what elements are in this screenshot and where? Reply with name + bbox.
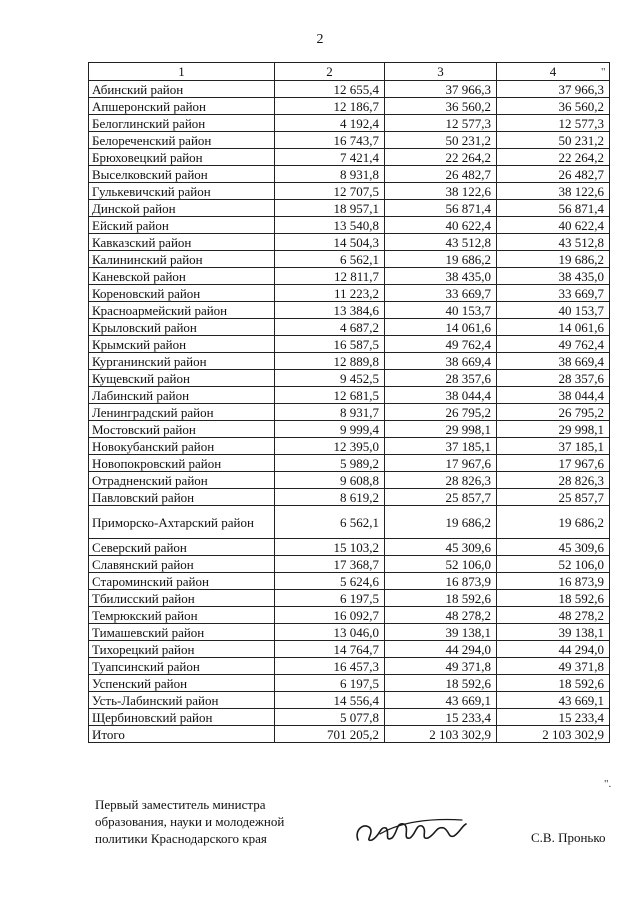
value-cell-col3: 49 762,4 [385,336,497,353]
table-row [89,285,610,302]
header-cell-1: 1 [89,63,275,81]
value-cell-col2: 4 687,2 [275,319,385,336]
value-cell-col4: 44 294,0 [497,641,610,658]
table-row [89,81,610,98]
region-name-cell: Красноармейский район [89,302,275,319]
value-cell-col4: 49 762,4 [497,336,610,353]
table-row [89,166,610,183]
table-row [89,573,610,590]
table-row [89,319,610,336]
value-cell-col4: 40 622,4 [497,217,610,234]
region-name-cell: Отрадненский район [89,472,275,489]
value-cell-col3: 44 294,0 [385,641,497,658]
value-cell-col3: 56 871,4 [385,200,497,217]
table-body [89,63,610,743]
region-name-cell: Выселковский район [89,166,275,183]
table-row [89,251,610,268]
value-cell-col2: 9 608,8 [275,472,385,489]
table-row [89,234,610,251]
value-cell-col2: 7 421,4 [275,149,385,166]
region-name-cell: Мостовский район [89,421,275,438]
value-cell-col2: 13 046,0 [275,624,385,641]
value-cell-col2: 6 562,1 [275,506,385,539]
value-cell-col2: 12 186,7 [275,98,385,115]
table-row [89,489,610,506]
value-cell-col4: 52 106,0 [497,556,610,573]
value-cell-col2: 5 624,6 [275,573,385,590]
value-cell-col4: 14 061,6 [497,319,610,336]
region-name-cell: Абинский район [89,81,275,98]
value-cell-col4: 26 795,2 [497,404,610,421]
table-row [89,132,610,149]
region-name-cell: Ейский район [89,217,275,234]
value-cell-col2: 18 957,1 [275,200,385,217]
value-cell-col3: 16 873,9 [385,573,497,590]
table-row [89,370,610,387]
table-row [89,556,610,573]
signer-position-line: политики Краснодарского края [95,831,267,846]
region-name-cell: Кущевский район [89,370,275,387]
value-cell-col3: 40 622,4 [385,217,497,234]
value-cell-col4: 28 826,3 [497,472,610,489]
value-cell-col2: 8 931,7 [275,404,385,421]
value-cell-col2: 15 103,2 [275,539,385,556]
value-cell-col4: 37 185,1 [497,438,610,455]
region-name-cell: Апшеронский район [89,98,275,115]
region-name-cell: Староминский район [89,573,275,590]
table-row [89,98,610,115]
value-cell-col4: 12 577,3 [497,115,610,132]
value-cell-col3: 18 592,6 [385,590,497,607]
value-cell-col2: 12 395,0 [275,438,385,455]
value-cell-col2: 12 681,5 [275,387,385,404]
value-cell-col4: 16 873,9 [497,573,610,590]
region-name-cell: Брюховецкий район [89,149,275,166]
table-row [89,217,610,234]
value-cell-col4: 29 998,1 [497,421,610,438]
table-row [89,506,610,539]
value-cell-col3: 48 278,2 [385,607,497,624]
table-row [89,692,610,709]
value-cell-col3: 28 826,3 [385,472,497,489]
value-cell-col3: 36 560,2 [385,98,497,115]
value-cell-col2: 8 931,8 [275,166,385,183]
value-cell-col4: 43 669,1 [497,692,610,709]
region-name-cell: Славянский район [89,556,275,573]
region-name-cell: Каневской район [89,268,275,285]
value-cell-col4: 38 044,4 [497,387,610,404]
table-row [89,336,610,353]
value-cell-col3: 40 153,7 [385,302,497,319]
value-cell-col4: 38 435,0 [497,268,610,285]
region-name-cell: Новопокровский район [89,455,275,472]
header-cell-2: 2 [275,63,385,81]
page-number: 2 [316,32,324,47]
table-row [89,607,610,624]
value-cell-col3: 37 185,1 [385,438,497,455]
value-cell-col3: 19 686,2 [385,506,497,539]
value-cell-col2: 13 384,6 [275,302,385,319]
region-name-cell: Успенский район [89,675,275,692]
region-name-cell: Гулькевичский район [89,183,275,200]
value-cell-col4: 45 309,6 [497,539,610,556]
region-name-cell: Новокубанский район [89,438,275,455]
value-cell-col3: 52 106,0 [385,556,497,573]
region-name-cell: Тбилисский район [89,590,275,607]
table-row [89,590,610,607]
table-row [89,539,610,556]
value-cell-col2: 8 619,2 [275,489,385,506]
value-cell-col4: 18 592,6 [497,590,610,607]
value-cell-col4: 19 686,2 [497,506,610,539]
value-cell-col4: 38 669,4 [497,353,610,370]
region-name-cell: Лабинский район [89,387,275,404]
value-cell-col4: 25 857,7 [497,489,610,506]
value-cell-col2: 16 587,5 [275,336,385,353]
region-name-cell: Итого [89,726,275,743]
value-cell-col3: 2 103 302,9 [385,726,497,743]
value-cell-col3: 12 577,3 [385,115,497,132]
table-row [89,455,610,472]
table-row [89,675,610,692]
value-cell-col3: 17 967,6 [385,455,497,472]
region-name-cell: Динской район [89,200,275,217]
value-cell-col3: 38 044,4 [385,387,497,404]
value-cell-col2: 16 743,7 [275,132,385,149]
region-name-cell: Щербиновский район [89,709,275,726]
table-header-row [89,63,610,81]
value-cell-col4: 49 371,8 [497,658,610,675]
value-cell-col3: 15 233,4 [385,709,497,726]
value-cell-col4: 37 966,3 [497,81,610,98]
value-cell-col3: 26 482,7 [385,166,497,183]
signer-name: С.В. Пронько [531,830,606,845]
value-cell-col3: 26 795,2 [385,404,497,421]
signer-position-line: образования, науки и молодежной [95,814,285,829]
table-row [89,438,610,455]
value-cell-col3: 18 592,6 [385,675,497,692]
value-cell-col4: 17 967,6 [497,455,610,472]
value-cell-col3: 22 264,2 [385,149,497,166]
table-row [89,709,610,726]
region-name-cell: Тимашевский район [89,624,275,641]
value-cell-col3: 38 669,4 [385,353,497,370]
value-cell-col2: 12 655,4 [275,81,385,98]
value-cell-col2: 6 197,5 [275,675,385,692]
value-cell-col2: 9 452,5 [275,370,385,387]
value-cell-col3: 37 966,3 [385,81,497,98]
value-cell-col4: 33 669,7 [497,285,610,302]
value-cell-col4: 26 482,7 [497,166,610,183]
region-name-cell: Усть-Лабинский район [89,692,275,709]
table-row [89,302,610,319]
region-name-cell: Калининский район [89,251,275,268]
value-cell-col3: 49 371,8 [385,658,497,675]
value-cell-col2: 14 764,7 [275,641,385,658]
value-cell-col4: 18 592,6 [497,675,610,692]
table-row [89,624,610,641]
value-cell-col2: 9 999,4 [275,421,385,438]
value-cell-col2: 12 889,8 [275,353,385,370]
value-cell-col4: 40 153,7 [497,302,610,319]
table-row [89,658,610,675]
value-cell-col3: 43 512,8 [385,234,497,251]
value-cell-col2: 16 092,7 [275,607,385,624]
table-row [89,387,610,404]
table-row [89,115,610,132]
signer-position [95,796,284,847]
value-cell-col3: 43 669,1 [385,692,497,709]
table-row [89,641,610,658]
districts-table [88,62,610,743]
value-cell-col2: 5 989,2 [275,455,385,472]
region-name-cell: Темрюкский район [89,607,275,624]
value-cell-col2: 4 192,4 [275,115,385,132]
value-cell-col2: 16 457,3 [275,658,385,675]
table-row [89,472,610,489]
value-cell-col2: 14 556,4 [275,692,385,709]
table-row [89,421,610,438]
value-cell-col4: 22 264,2 [497,149,610,166]
signer-position-line: Первый заместитель министра [95,797,266,812]
value-cell-col2: 12 811,7 [275,268,385,285]
region-name-cell: Крымский район [89,336,275,353]
value-cell-col2: 12 707,5 [275,183,385,200]
region-name-cell: Кавказский район [89,234,275,251]
value-cell-col3: 14 061,6 [385,319,497,336]
region-name-cell: Крыловский район [89,319,275,336]
table-row [89,268,610,285]
value-cell-col4: 36 560,2 [497,98,610,115]
value-cell-col3: 29 998,1 [385,421,497,438]
value-cell-col4: 19 686,2 [497,251,610,268]
value-cell-col4: 50 231,2 [497,132,610,149]
value-cell-col2: 14 504,3 [275,234,385,251]
region-name-cell: Туапсинский район [89,658,275,675]
table-row [89,726,610,743]
handwritten-signature [350,808,470,853]
region-name-cell: Курганинский район [89,353,275,370]
margin-mark-bottom: ". [604,778,612,790]
value-cell-col3: 50 231,2 [385,132,497,149]
value-cell-col2: 17 368,7 [275,556,385,573]
header-cell-4: 4 [497,63,610,81]
table-row [89,183,610,200]
value-cell-col4: 15 233,4 [497,709,610,726]
value-cell-col3: 38 435,0 [385,268,497,285]
region-name-cell: Северский район [89,539,275,556]
table-row [89,200,610,217]
value-cell-col3: 25 857,7 [385,489,497,506]
value-cell-col3: 19 686,2 [385,251,497,268]
value-cell-col4: 39 138,1 [497,624,610,641]
region-name-cell: Павловский район [89,489,275,506]
value-cell-col4: 43 512,8 [497,234,610,251]
value-cell-col4: 2 103 302,9 [497,726,610,743]
region-name-cell: Приморско-Ахтарский район [89,506,275,539]
region-name-cell: Белореченский район [89,132,275,149]
table-row [89,149,610,166]
region-name-cell: Белоглинский район [89,115,275,132]
header-cell-3: 3 [385,63,497,81]
region-name-cell: Кореновский район [89,285,275,302]
value-cell-col4: 56 871,4 [497,200,610,217]
value-cell-col4: 38 122,6 [497,183,610,200]
margin-mark-top: " [601,66,606,78]
value-cell-col2: 701 205,2 [275,726,385,743]
region-name-cell: Тихорецкий район [89,641,275,658]
value-cell-col3: 39 138,1 [385,624,497,641]
region-name-cell: Ленинградский район [89,404,275,421]
value-cell-col3: 38 122,6 [385,183,497,200]
value-cell-col2: 11 223,2 [275,285,385,302]
value-cell-col2: 6 197,5 [275,590,385,607]
value-cell-col2: 5 077,8 [275,709,385,726]
value-cell-col4: 48 278,2 [497,607,610,624]
table-row [89,404,610,421]
value-cell-col2: 6 562,1 [275,251,385,268]
table-row [89,353,610,370]
value-cell-col3: 33 669,7 [385,285,497,302]
value-cell-col3: 28 357,6 [385,370,497,387]
value-cell-col4: 28 357,6 [497,370,610,387]
value-cell-col2: 13 540,8 [275,217,385,234]
value-cell-col3: 45 309,6 [385,539,497,556]
